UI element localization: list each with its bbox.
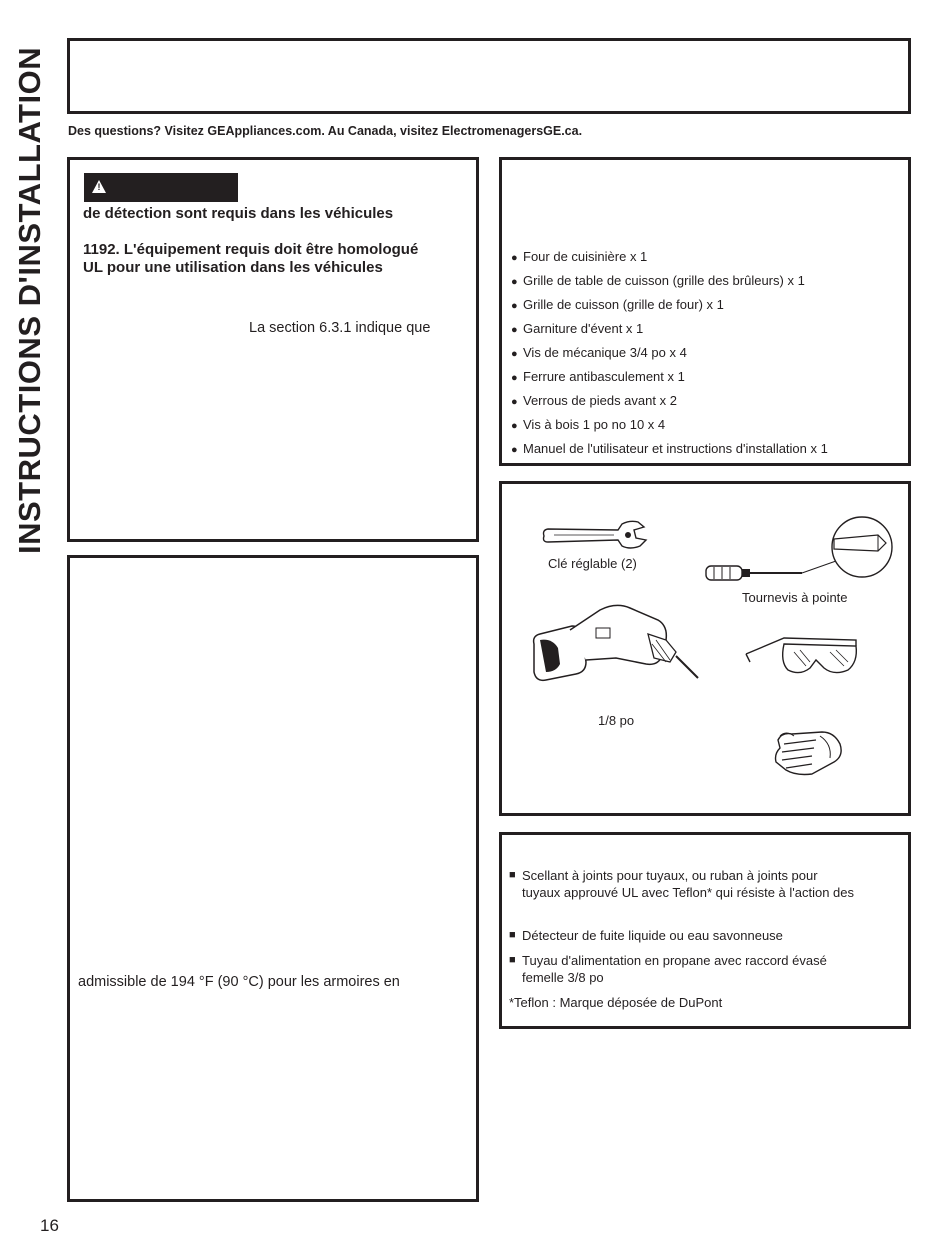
warning-line-1: de détection sont requis dans les véhicules (83, 205, 394, 222)
list-item: ● Grille de table de cuisson (grille des brûleurs) x 1 (511, 273, 805, 288)
questions-line: Des questions? Visitez GEAppliances.com. Au Canada, visitez ElectromenagersGE.ca. (68, 124, 583, 138)
materials-item-3-line-2: femelle 3/8 po (522, 970, 604, 985)
clearance-text: admissible de 194 °F (90 °C) pour les armoires en (78, 974, 400, 990)
materials-item-1-line-1: Scellant à joints pour tuyaux, ou ruban à joints pour (522, 868, 818, 883)
list-item: ● Garniture d'évent x 1 (511, 321, 644, 336)
safety-glasses-icon (744, 632, 860, 678)
list-item: ● Vis à bois 1 po no 10 x 4 (511, 417, 666, 432)
list-item: ● Manuel de l'utilisateur et instructions d'installation x 1 (511, 441, 828, 456)
list-item: ■ Tuyau d'alimentation en propane avec raccord évasé femelle 3/8 po (509, 953, 827, 985)
drill-label: 1/8 po (598, 713, 635, 728)
materials-item-2: Détecteur de fuite liquide ou eau savonneuse (522, 928, 783, 943)
page-number: 16 (40, 1216, 59, 1235)
list-item: ● Four de cuisinière x 1 (511, 249, 648, 264)
list-item: ■ Détecteur de fuite liquide ou eau savonneuse (509, 928, 783, 943)
list-item: ● Ferrure antibasculement x 1 (511, 369, 685, 384)
gloves-icon (772, 728, 846, 778)
drill-icon (530, 600, 702, 710)
list-item: ● Grille de cuisson (grille de four) x 1 (511, 297, 724, 312)
wrench-label: Clé réglable (2) (548, 556, 637, 571)
header-box (67, 38, 911, 114)
warning-triangle-icon: ! (92, 180, 106, 193)
adjustable-wrench-icon (540, 518, 650, 554)
materials-item-1-line-2: tuyaux approuvé UL avec Teflon* qui résiste à l'action des (522, 885, 855, 900)
materials-footnote: *Teflon : Marque déposée de DuPont (509, 995, 723, 1010)
warning-badge (84, 173, 238, 202)
parts-list (511, 248, 828, 464)
clearance-box (67, 555, 479, 1202)
screwdriver-label: Tournevis à pointe (742, 590, 848, 605)
warning-section-text: La section 6.3.1 indique que (249, 320, 431, 336)
list-item: ● Vis de mécanique 3/4 po x 4 (511, 345, 687, 360)
screwdriver-icon (702, 517, 897, 583)
warning-line-2: 1192. L'équipement requis doit être homologué (83, 241, 419, 258)
list-item: ■ Scellant à joints pour tuyaux, ou ruban à joints pour tuyaux approuvé UL avec Teflon* qui résiste à l'action des (509, 868, 855, 900)
list-item: ● Verrous de pieds avant x 2 (511, 393, 677, 408)
section-side-title: INSTRUCTIONS D'INSTALLATION (12, 46, 47, 554)
warning-line-3: UL pour une utilisation dans les véhicules (83, 259, 383, 276)
materials-item-3-line-1: Tuyau d'alimentation en propane avec raccord évasé (522, 953, 827, 968)
